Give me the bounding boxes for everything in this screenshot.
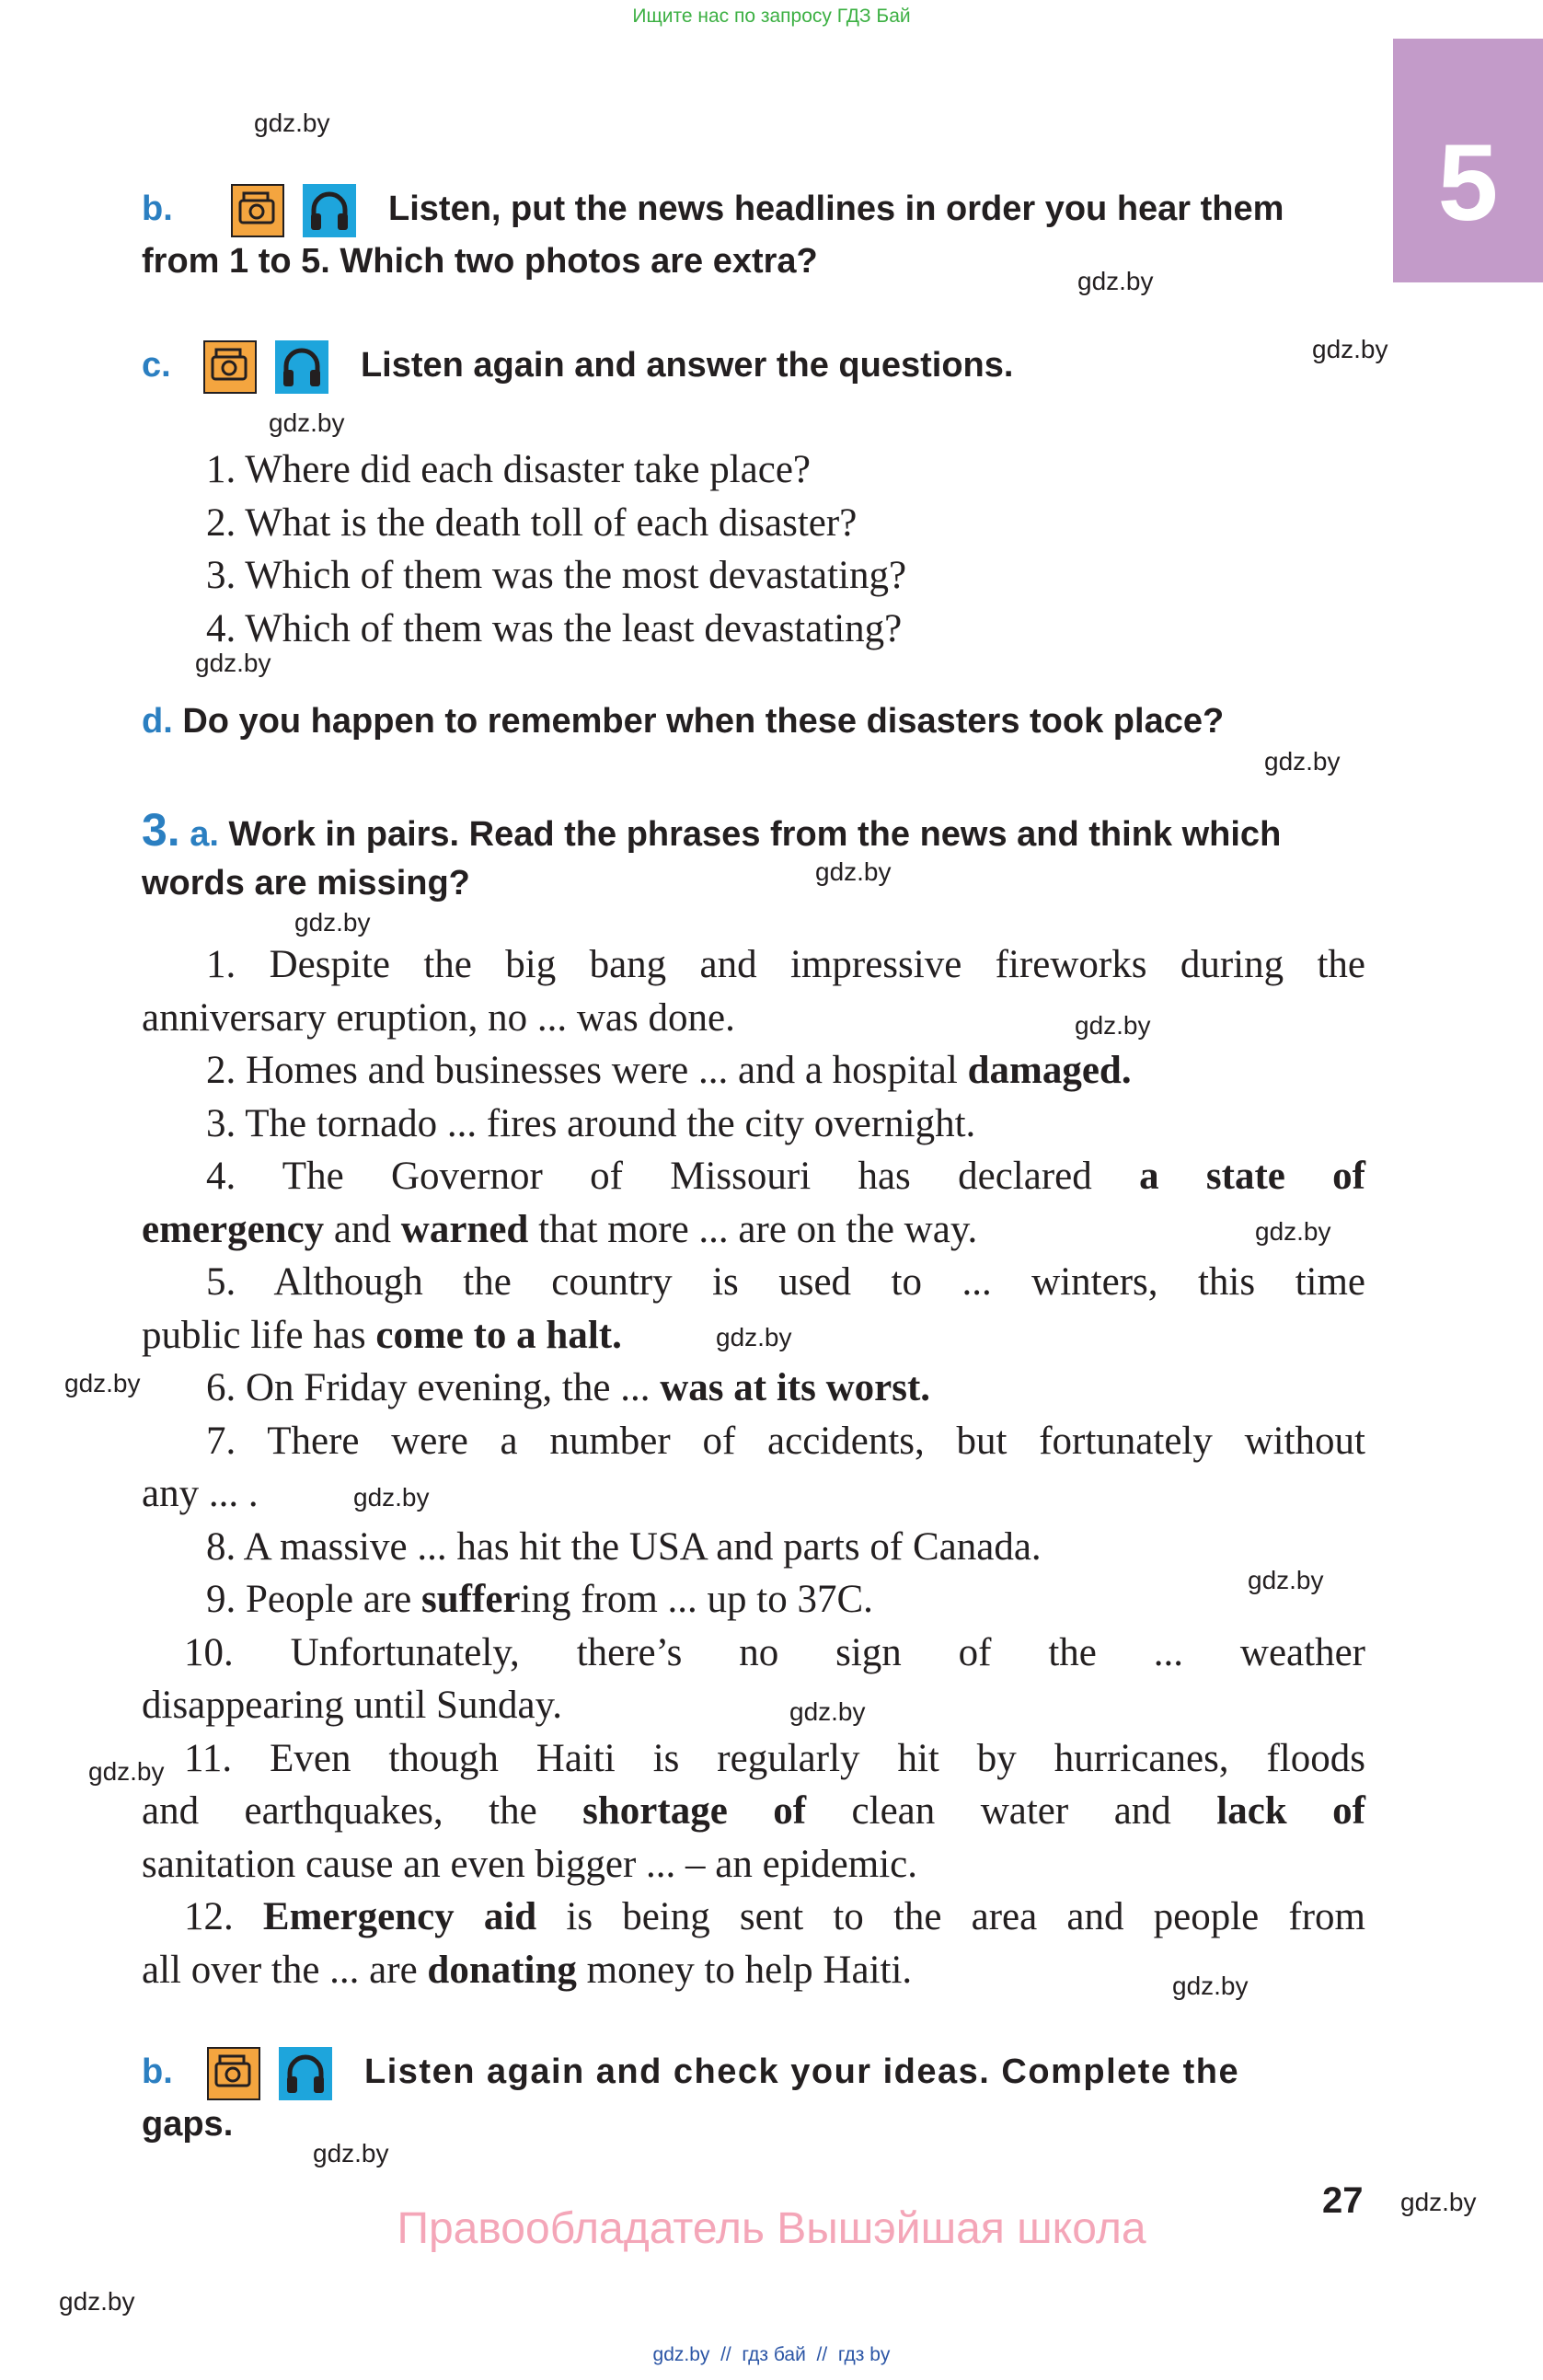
- watermark: gdz.by: [64, 1369, 141, 1397]
- phrase-item: [142, 1362, 1365, 1415]
- task-2c: [142, 340, 1013, 394]
- task-letter: b.: [142, 2052, 173, 2092]
- task-2b-line1: Listen, put the news headlines in order you hear them: [388, 190, 1284, 229]
- watermark: gdz.by: [353, 1483, 430, 1512]
- phrase-keyword: donating: [427, 1948, 577, 1992]
- page-number: 27: [1322, 2180, 1364, 2221]
- watermark: gdz.by: [269, 408, 345, 437]
- watermark: gdz.by: [789, 1697, 866, 1726]
- phrase-item-cont: any ... .: [142, 1472, 259, 1515]
- phrase-text: 2. Homes and businesses were ... and a hospital: [206, 1049, 968, 1092]
- headphones-icon: [275, 340, 328, 394]
- watermark: gdz.by: [59, 2287, 135, 2316]
- watermark: gdz.by: [1400, 2188, 1477, 2216]
- watermark: gdz.by: [254, 109, 330, 137]
- phrase-item: [142, 1573, 1365, 1627]
- phrase-keyword: a state of: [1139, 1155, 1365, 1198]
- headphones-icon: [303, 184, 356, 237]
- question-item: 4. Which of them was the least devastating?: [206, 606, 903, 650]
- watermark: gdz.by: [294, 908, 371, 937]
- task-letter: c.: [142, 346, 171, 385]
- task-number: 3.: [142, 804, 180, 856]
- question-item: 3. Which of them was the most devastating?: [206, 554, 907, 597]
- watermark: gdz.by: [195, 649, 271, 677]
- phrase-item: 5. Although the country is used to ... winters, this time: [206, 1260, 1365, 1304]
- unit-tab: [1393, 39, 1543, 282]
- phrase-keyword: Emergency aid: [262, 1895, 537, 1938]
- watermark: gdz.by: [815, 857, 892, 886]
- task-letter: b.: [142, 190, 173, 229]
- phrase-item-cont: disappearing until Sunday.: [142, 1684, 563, 1727]
- phrase-item-cont: [142, 1944, 1365, 1997]
- phrase-item: [142, 1891, 1365, 1944]
- phrase-keyword: suffer: [421, 1578, 521, 1621]
- task-3a-line1: Work in pairs. Read the phrases from the news and think which: [228, 815, 1282, 854]
- phrase-keyword: damaged.: [967, 1049, 1132, 1092]
- phrase-item: 11. Even though Haiti is regularly hit by hurricanes, floods: [184, 1736, 1365, 1780]
- task-letter: a.: [190, 815, 219, 854]
- phrase-item: 8. A massive ... has hit the USA and parts of Canada.: [206, 1524, 1042, 1569]
- phrase-keyword: emergency: [142, 1207, 325, 1251]
- watermark: gdz.by: [1077, 267, 1154, 295]
- watermark: gdz.by: [1264, 747, 1341, 776]
- phrase-text: ing from ... up to 37C.: [520, 1578, 873, 1621]
- watermark: gdz.by: [1075, 1011, 1151, 1040]
- photo-pile-icon: [203, 340, 257, 394]
- footer-links: gdz.by // гдз бай // гдз by: [652, 2344, 891, 2365]
- task-2d-text: Do you happen to remember when these disasters took place?: [182, 702, 1225, 741]
- phrase-keyword: shortage of: [582, 1789, 807, 1833]
- phrase-text: that more ... are on the way.: [528, 1207, 978, 1251]
- copyright-notice: Правообладатель Вышэйшая школа: [397, 2204, 1146, 2253]
- task-3a-line2: words are missing?: [142, 864, 470, 903]
- task-2c-text: Listen again and answer the questions.: [360, 346, 1014, 385]
- phrase-keyword: was at its worst.: [660, 1366, 931, 1409]
- phrase-text: 12.: [184, 1895, 263, 1938]
- task-3b: [142, 2047, 1365, 2149]
- watermark: gdz.by: [313, 2139, 389, 2167]
- phrase-text: and earthquakes, the: [142, 1789, 583, 1833]
- phrase-text: clean water and: [806, 1789, 1217, 1833]
- top-note: Ищите нас по запросу ГДЗ Бай: [632, 6, 911, 27]
- phrase-keyword: come to a halt.: [375, 1313, 622, 1357]
- task-3b-line1: Listen again and check your ideas. Complete the: [364, 2052, 1240, 2092]
- phrase-text: all over the ... are: [142, 1948, 428, 1992]
- unit-number: 5: [1437, 122, 1499, 244]
- phrase-text: 9. People are: [206, 1578, 422, 1621]
- question-item: 1. Where did each disaster take place?: [206, 448, 812, 491]
- task-2b: [142, 184, 1365, 286]
- phrase-text: is being sent to the area and people from: [536, 1895, 1365, 1938]
- phrase-item: 7. There were a number of accidents, but fortunately without: [206, 1419, 1365, 1463]
- phrase-list: [142, 938, 1365, 1996]
- watermark: gdz.by: [88, 1757, 165, 1786]
- phrase-text: public life has: [142, 1313, 376, 1357]
- phrase-item: 1. Despite the big bang and impressive fireworks during the: [206, 943, 1365, 986]
- watermark: gdz.by: [1248, 1566, 1324, 1594]
- phrase-text: 6. On Friday evening, the ...: [206, 1366, 661, 1409]
- watermark: gdz.by: [1255, 1217, 1331, 1246]
- phrase-text: 4. The Governor of Missouri has declared: [206, 1155, 1140, 1198]
- phrase-item-cont: [142, 1309, 1365, 1362]
- phrase-item: [142, 1150, 1365, 1203]
- phrase-item: [142, 1044, 1365, 1098]
- task-letter: d.: [142, 702, 173, 741]
- task-3b-line2: gaps.: [142, 2105, 234, 2144]
- watermark: gdz.by: [716, 1323, 792, 1351]
- question-list: [206, 443, 906, 655]
- watermark: gdz.by: [1172, 1972, 1249, 2000]
- phrase-item-cont: anniversary eruption, no ... was done.: [142, 995, 735, 1040]
- phrase-item: 10. Unfortunately, there’s no sign of the ... weather: [184, 1630, 1365, 1674]
- photo-pile-icon: [207, 2047, 260, 2100]
- phrase-keyword: warned: [400, 1207, 529, 1251]
- task-3a: [142, 806, 1365, 908]
- phrase-text: money to help Haiti.: [576, 1948, 913, 1992]
- task-2b-line2: from 1 to 5. Which two photos are extra?: [142, 242, 818, 281]
- phrase-item: 3. The tornado ... fires around the city overnight.: [206, 1101, 976, 1145]
- phrase-keyword: lack of: [1216, 1789, 1365, 1833]
- phrase-item-cont: [142, 1785, 1365, 1838]
- photo-pile-icon: [231, 184, 284, 237]
- headphones-icon: [279, 2047, 332, 2100]
- question-item: 2. What is the death toll of each disaster?: [206, 500, 858, 545]
- watermark: gdz.by: [1312, 335, 1388, 363]
- phrase-text: and: [324, 1207, 401, 1251]
- phrase-item-cont: [142, 1203, 1365, 1257]
- phrase-item-cont: sanitation cause an even bigger ... – an epidemic.: [142, 1842, 917, 1886]
- task-2d: [142, 697, 1224, 746]
